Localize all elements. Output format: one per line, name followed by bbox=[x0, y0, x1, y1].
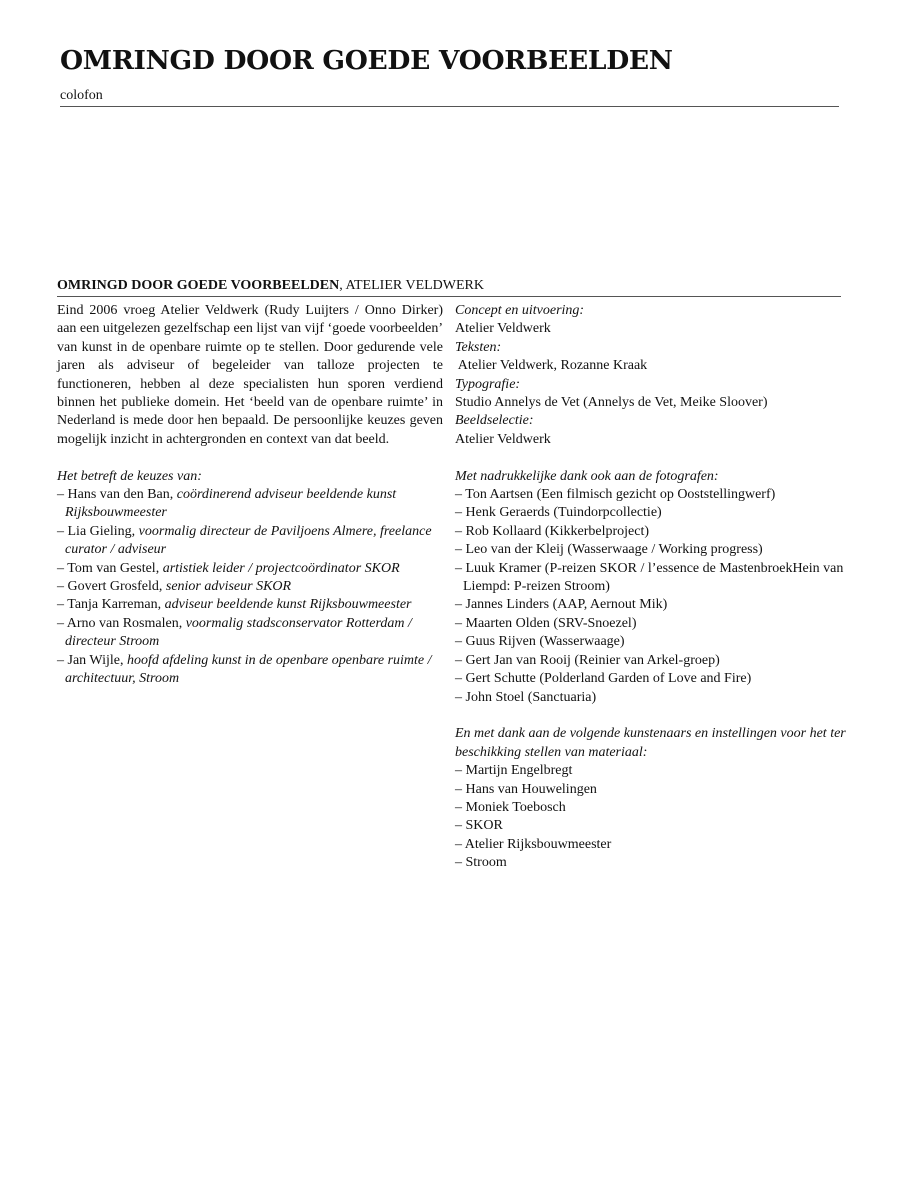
left-column bbox=[57, 302, 443, 689]
credit-label: Typografie: bbox=[455, 376, 521, 392]
list-item: – SKOR bbox=[455, 818, 503, 834]
section-heading-title: OMRINGD DOOR GOEDE VOORBEELDEN bbox=[57, 278, 340, 293]
person-role: artistiek leider / projectcoördinator SKOR bbox=[162, 560, 400, 576]
page-subtitle: colofon bbox=[60, 88, 103, 103]
person-role: voormalig directeur de Paviljoens Almere, freelance curator / adviseur bbox=[65, 523, 432, 558]
credit-value: Atelier Veldwerk bbox=[455, 321, 551, 337]
credit-value: Studio Annelys de Vet (Annelys de Vet, Meike Sloover) bbox=[455, 395, 768, 411]
credit-label: Concept en uitvoering: bbox=[455, 303, 585, 318]
person-name: – Lia Gieling, bbox=[57, 523, 139, 539]
artists-heading: En met dank aan de volgende kunstenaars en instellingen voor het ter beschikking stellen van materiaal: bbox=[455, 726, 846, 760]
list-item bbox=[57, 523, 443, 560]
person-name: – Tom van Gestel, bbox=[57, 560, 163, 576]
choices-list bbox=[57, 486, 443, 688]
right-column bbox=[455, 302, 847, 873]
list-item bbox=[57, 652, 443, 689]
list-item bbox=[57, 596, 443, 614]
intro-paragraph: Eind 2006 vroeg Atelier Veldwerk (Rudy Luijters / Onno Dirker) aan een uitgelezen gezelfschap een lijst van vijf ‘goede voorbeelden’ van kunst in de openbare ruimte op te stellen. Door gedurende vele jaren als adviseur of begeleider van talloze projecten te functioneren, hebben al deze specialisten hun sporen verdiend binnen het publieke domein. Het ‘beeld van de openbare ruimte’ in Nederland is mede door hen bepaald. De persoonlijke keuzes geven mogelijk inzicht in achtergronden en context van dat beeld. bbox=[57, 303, 443, 447]
section-divider bbox=[57, 296, 841, 297]
list-item: – Martijn Engelbregt bbox=[455, 763, 573, 779]
header-divider bbox=[60, 106, 839, 107]
person-name: – Jan Wijle, bbox=[57, 652, 127, 668]
person-name: – Govert Grosfeld, bbox=[57, 579, 166, 595]
list-item bbox=[57, 486, 443, 523]
list-item bbox=[57, 578, 443, 596]
list-item: – Guus Rijven (Wasserwaage) bbox=[455, 634, 625, 650]
list-item: – Gert Jan van Rooij (Reinier van Arkel-groep) bbox=[455, 652, 720, 668]
list-item: – Atelier Rijksbouwmeester bbox=[455, 836, 612, 852]
person-role: hoofd afdeling kunst in de openbare openbare ruimte / architectuur, Stroom bbox=[65, 652, 432, 687]
list-item: – Maarten Olden (SRV-Snoezel) bbox=[455, 615, 637, 631]
list-item: – Jannes Linders (AAP, Aernout Mik) bbox=[455, 597, 668, 613]
choices-heading: Het betreft de keuzes van: bbox=[57, 468, 202, 484]
list-item bbox=[57, 560, 443, 578]
credit-label: Teksten: bbox=[455, 339, 502, 355]
person-role: coördinerend adviseur beeldende kunst Rijksbouwmeester bbox=[65, 487, 397, 521]
list-item: – Gert Schutte (Polderland Garden of Love and Fire) bbox=[455, 671, 752, 687]
credit-value: Atelier Veldwerk, Rozanne Kraak bbox=[455, 358, 648, 374]
photographers-heading: Met nadrukkelijke dank ook aan de fotografen: bbox=[455, 468, 719, 484]
list-item bbox=[57, 615, 443, 652]
person-name: – Arno van Rosmalen, bbox=[57, 615, 186, 631]
list-item: – Henk Geraerds (Tuindorpcollectie) bbox=[455, 505, 662, 521]
credit-value: Atelier Veldwerk bbox=[455, 431, 551, 447]
photographers-list bbox=[455, 486, 847, 707]
list-item: – Moniek Toebosch bbox=[455, 799, 566, 815]
list-item: – Luuk Kramer (P-reizen SKOR / l’essence de MastenbroekHein van Liempd: P-reizen Stroom) bbox=[455, 560, 844, 595]
section-heading-author: , ATELIER VELDWERK bbox=[339, 278, 484, 293]
page-title: OMRINGD DOOR GOEDE VOORBEELDEN bbox=[60, 45, 673, 76]
list-item: – Ton Aartsen (Een filmisch gezicht op Ooststellingwerf) bbox=[455, 487, 776, 503]
credits-block bbox=[455, 302, 847, 449]
list-item: – Rob Kollaard (Kikkerbelproject) bbox=[455, 523, 649, 539]
list-item: – Hans van Houwelingen bbox=[455, 781, 597, 797]
list-item: – Leo van der Kleij (Wasserwaage / Working progress) bbox=[455, 542, 763, 558]
person-name: – Tanja Karreman, bbox=[57, 597, 165, 613]
credit-label: Beeldselectie: bbox=[455, 413, 534, 429]
list-item: – John Stoel (Sanctuaria) bbox=[455, 689, 597, 705]
artists-list bbox=[455, 762, 847, 872]
person-role: adviseur beeldende kunst Rijksbouwmeester bbox=[164, 597, 412, 613]
person-name: – Hans van den Ban, bbox=[57, 487, 177, 503]
list-item: – Stroom bbox=[455, 855, 507, 871]
person-role: voormalig stadsconservator Rotterdam / directeur Stroom bbox=[65, 615, 412, 650]
person-role: senior adviseur SKOR bbox=[165, 579, 292, 595]
section-heading bbox=[57, 277, 484, 295]
